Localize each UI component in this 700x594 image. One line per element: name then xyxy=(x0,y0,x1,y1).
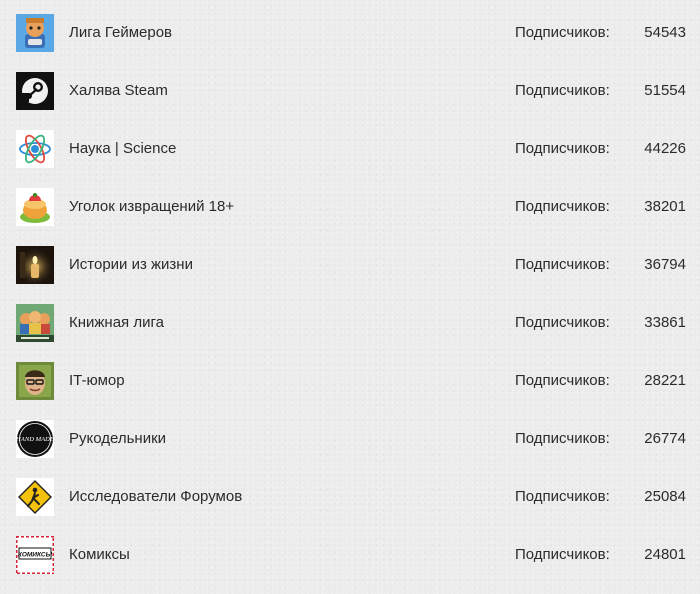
community-row[interactable] xyxy=(0,536,700,594)
subscribers-count: 26774 xyxy=(644,430,686,447)
subscribers-label: Подписчиков: xyxy=(515,198,610,215)
subscribers-label: Подписчиков: xyxy=(515,372,610,389)
subscribers-label: Подписчиков: xyxy=(515,546,610,563)
comics-icon[interactable] xyxy=(16,536,54,574)
community-name[interactable]: Лига Геймеров xyxy=(69,24,173,41)
community-row[interactable] xyxy=(0,420,700,478)
subscribers-count: 28221 xyxy=(644,372,686,389)
handmade-icon[interactable] xyxy=(16,420,54,458)
atom-icon[interactable] xyxy=(16,130,54,168)
book-league-icon[interactable] xyxy=(16,304,54,342)
community-row[interactable] xyxy=(0,130,700,188)
subscribers-count: 38201 xyxy=(644,198,686,215)
community-row[interactable] xyxy=(0,304,700,362)
subscribers-label: Подписчиков: xyxy=(515,256,610,273)
subscribers-count: 44226 xyxy=(644,140,686,157)
subscribers-label: Подписчиков: xyxy=(515,488,610,505)
subscribers-count: 25084 xyxy=(644,488,686,505)
community-row[interactable] xyxy=(0,14,700,72)
community-name[interactable]: Халява Steam xyxy=(69,82,168,99)
subscribers-label: Подписчиков: xyxy=(515,82,610,99)
community-row[interactable] xyxy=(0,246,700,304)
subscribers-label: Подписчиков: xyxy=(515,430,610,447)
community-name[interactable]: IT-юмор xyxy=(69,372,125,389)
steam-icon[interactable] xyxy=(16,72,54,110)
it-face-icon[interactable] xyxy=(16,362,54,400)
road-sign-icon[interactable] xyxy=(16,478,54,516)
community-row[interactable] xyxy=(0,188,700,246)
community-name[interactable]: Комиксы xyxy=(69,546,130,563)
subscribers-label: Подписчиков: xyxy=(515,140,610,157)
community-row[interactable] xyxy=(0,362,700,420)
comics-logo-text: КОМИКСЫ xyxy=(17,551,53,559)
community-name[interactable]: Уголок извращений 18+ xyxy=(69,198,235,215)
subscribers-label: Подписчиков: xyxy=(515,24,610,41)
subscribers-count: 33861 xyxy=(644,314,686,331)
subscribers-count: 24801 xyxy=(644,546,686,563)
community-name[interactable]: Наука | Science xyxy=(69,140,177,157)
community-row[interactable] xyxy=(0,478,700,536)
community-name[interactable]: Рукодельники xyxy=(69,430,167,447)
subscribers-count: 51554 xyxy=(644,82,686,99)
subscribers-label: Подписчиков: xyxy=(515,314,610,331)
gamer-icon[interactable] xyxy=(16,14,54,52)
community-name[interactable]: Исследователи Форумов xyxy=(69,488,243,505)
cake-icon[interactable] xyxy=(16,188,54,226)
subscribers-count: 36794 xyxy=(644,256,686,273)
subscribers-count: 54543 xyxy=(644,24,686,41)
community-name[interactable]: Книжная лига xyxy=(69,314,164,331)
community-row[interactable] xyxy=(0,72,700,130)
candle-icon[interactable] xyxy=(16,246,54,284)
handmade-logo-text: HAND MADE xyxy=(16,436,54,443)
community-name[interactable]: Истории из жизни xyxy=(69,256,193,273)
